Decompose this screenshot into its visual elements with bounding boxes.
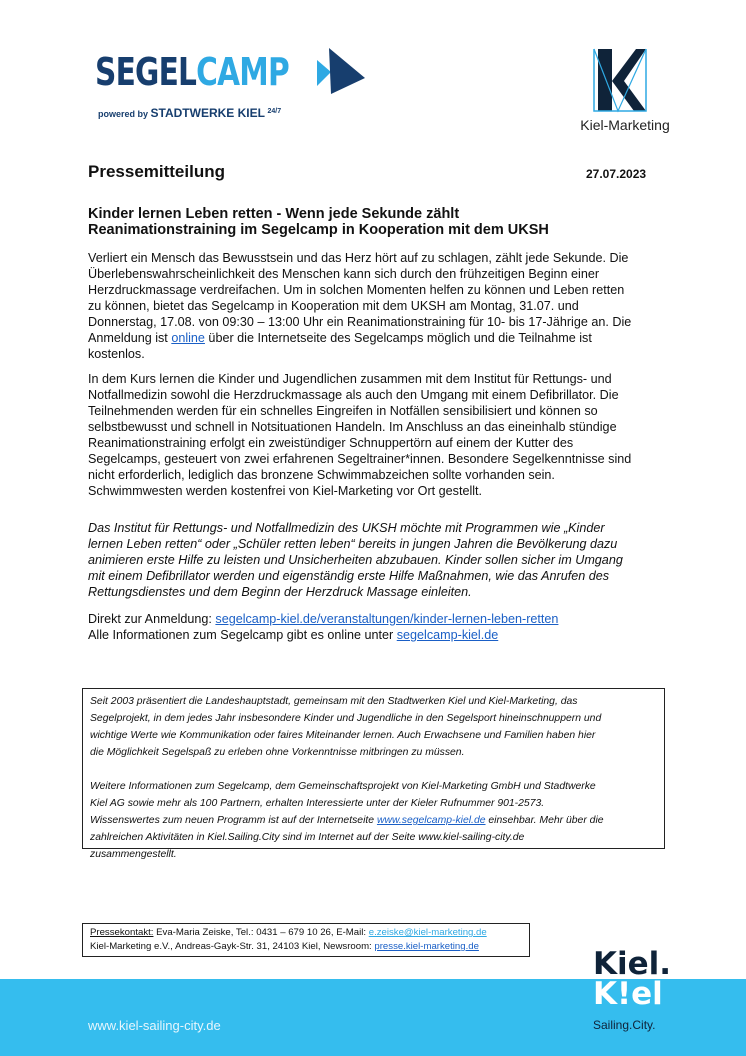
contact-text: Eva-Maria Zeiske, Tel.: 0431 – 679 10 26, E-Mail: [153,927,369,938]
text-line: mit einem Defibrillator werden und eigenständig erste Hilfe Maßnahmen, wie das Anrufen des [88,569,610,583]
logo-sup: 24/7 [267,108,282,115]
text-line: zahlreichen Aktivitäten in Kiel.Sailing.City sind im Internet auf der Seite www.kiel-sailing-city.de [90,832,525,843]
text-line: Herzdruckmassage verdreifachen. Um in solchen Momenten helfen zu können und Leben retten [88,283,625,297]
text: Wissenswertes zum neuen Programm ist auf der Internetseite [90,815,377,826]
contact-address: Kiel-Marketing e.V., Andreas-Gayk-Str. 31, 24103 Kiel, Newsroom: [90,941,375,952]
contact-label: Pressekontakt: [90,927,154,938]
text-line: Segelcamps, gesteuert von zwei erfahrenen Segeltrainer*innen. Besondere Segelkenntnisse sind [88,452,632,466]
text-line: die Möglichkeit Segelspaß zu erleben ohne Vorkenntnisse mitbringen zu müssen. [90,747,465,758]
segelcamp-link[interactable]: segelcamp-kiel.de [396,628,499,642]
kiel-marketing-logo [560,45,690,135]
text-line: Teilnehmenden werden für ein schnelles Eingreifen in Notfällen sensibilisiert und können so [88,404,598,418]
text-line: Notfallmedizin sowohl die Herzdruckmassage als auch den Umgang mit einem Defibrillator. Die [88,388,619,402]
text-line: Das Institut für Rettungs- und Notfallmedizin des UKSH möchte mit Programmen wie „Kinder [88,521,605,535]
online-link[interactable]: online [171,331,205,345]
email-link[interactable]: e.zeiske@kiel-marketing.de [368,927,487,938]
logo-word-camp: CAMP [196,50,289,94]
date: 27.07.2023 [586,167,647,181]
paragraph-course [88,371,631,499]
text-line: kostenlos. [88,347,145,361]
info-label: Alle Informationen zum Segelcamp gibt es online unter [88,628,397,642]
text-line: Rettungsdienstes und dem Beginn der Herzdruck Massage einleiten. [88,585,472,599]
logo-line: K!el [593,976,663,1012]
text-line: In dem Kurs lernen die Kinder und Jugendlichen zusammen mit dem Institut für Rettungs- und [88,372,612,386]
press-contact-box [82,923,530,957]
text-line: Donnerstag, 17.08. von 09:30 – 13:00 Uhr ein Reanimationstraining für 10- bis 17-Jährige an. Die [88,315,632,329]
text-line: nicht erforderlich, lediglich das bronzene Schwimmabzeichen sollte vorhanden sein. [88,468,555,482]
segelcamp-logo [95,48,375,128]
text-line: Verliert ein Mensch das Bewusstsein und das Herz hört auf zu schlagen, zählt jede Sekunde. Die [88,251,629,265]
paragraph-intro [88,250,631,362]
text-line: wichtige Werte wie Kommunikation oder faires Miteinander lernen. Auch Erwachsene und Familien haben hier [90,730,596,741]
sail-icon [317,48,367,96]
text-line: animieren erste Hilfe zu leisten und Unsicherheiten abzubauen. Kinder sollen sicher im Umgang [88,553,623,567]
text-line: Kiel AG sowie mehr als 100 Partnern, erhalten Interessierte unter der Kieler Rufnummer 901-2573. [90,798,545,809]
text-line: zusammengestellt. [90,849,177,860]
text-line: zu können, bietet das Segelcamp in Kooperation mit dem UKSH am Montag, 31.07. und [88,299,579,313]
headline-line: Kinder lernen Leben retten - Wenn jede Sekunde zählt [88,206,460,222]
text-line: selbstbewusst und schnell in Notsituationen Handeln. Im Anschluss an das eineinhalb stündige [88,420,617,434]
links-section [88,611,558,643]
k-mark-icon [592,47,648,117]
text-line: Schwimmwesten werden kostenfrei von Kiel-Marketing vor Ort gestellt. [88,484,483,498]
register-label: Direkt zur Anmeldung: [88,612,216,626]
logo-word-segel: SEGEL [95,50,197,94]
text-line [88,330,631,346]
text-line: Überlebenswahrscheinlichkeit des Menschen kann sich durch den frühzeitigen Beginn einer [88,267,600,281]
kiel-marketing-label: Kiel-Marketing [580,117,670,133]
text: Anmeldung ist [88,331,172,345]
paragraph-uksh [88,520,623,600]
segelcamp-website-link[interactable]: www.segelcamp-kiel.de [376,815,486,826]
logo-powered: powered by [98,109,149,119]
text-line: lernen Leben retten“ oder „Schüler retten leben“ bereits in jungen Jahren die Bevölkerung dazu [88,537,618,551]
logo-line: Kiel. [593,946,672,982]
text-line: Reanimationstraining erfolgt ein zweistündiger Schnuppertörn auf einem der Kutter des [88,436,574,450]
text-line: Weitere Informationen zum Segelcamp, dem Gemeinschaftsprojekt von Kiel-Marketing GmbH und Stadtwerke [90,781,596,792]
logo-line: Sailing.City. [593,1018,656,1032]
kiel-sailing-city-logo [588,946,678,1040]
logo-sponsor: STADTWERKE KIEL [150,106,265,120]
register-link[interactable]: segelcamp-kiel.de/veranstaltungen/kinder-lernen-leben-retten [215,612,559,626]
text-line: Seit 2003 präsentiert die Landeshauptstadt, gemeinsam mit den Stadtwerken Kiel und Kiel-Marketing, das [90,696,578,707]
text: über die Internetseite des Segelcamps möglich und die Teilnahme ist [204,331,592,345]
about-box [82,688,665,860]
footer-url: www.kiel-sailing-city.de [88,1018,221,1033]
page-title: Pressemitteilung [88,162,225,181]
headline [88,206,549,238]
headline-line: Reanimationstraining im Segelcamp in Kooperation mit dem UKSH [88,222,549,238]
text: einsehbar. Mehr über die [485,815,604,826]
text-line: Segelprojekt, in dem jedes Jahr insbesondere Kinder und Jugendliche in den Segelsport hineinschnuppern und [90,713,602,724]
newsroom-link[interactable]: presse.kiel-marketing.de [374,941,479,952]
